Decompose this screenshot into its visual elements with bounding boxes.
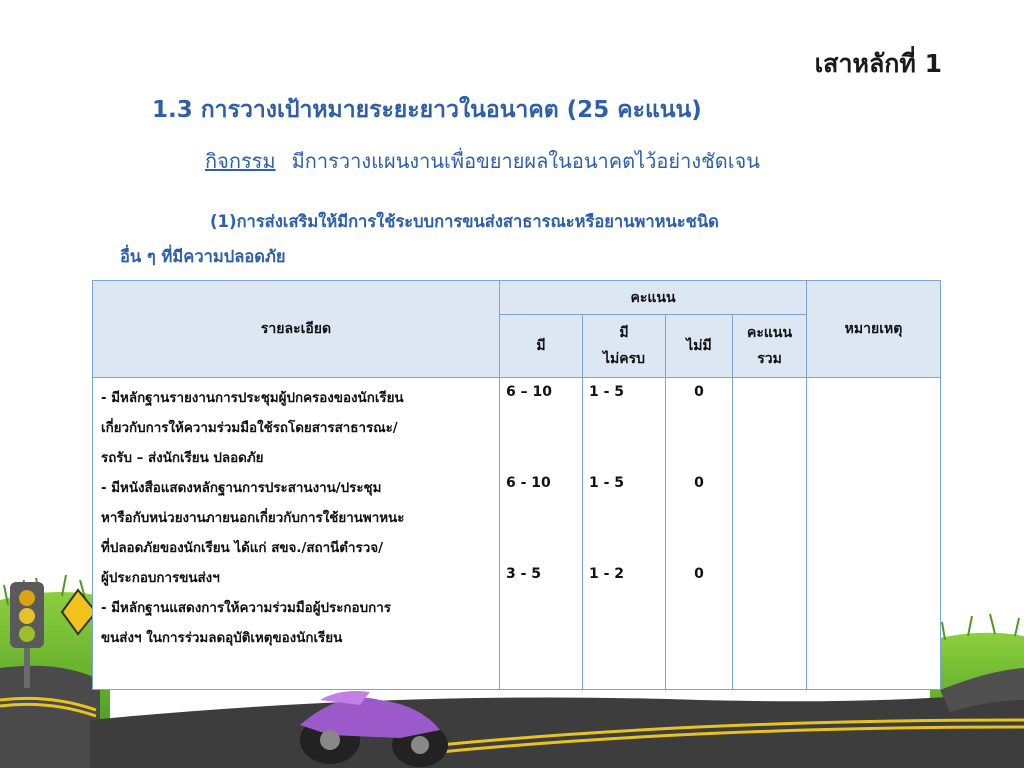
total-cell: [733, 378, 807, 690]
have-value: 6 - 10: [506, 475, 551, 491]
body-row: [93, 378, 941, 690]
header-detail: รายละเอียด: [93, 281, 500, 378]
remark-cell: [807, 378, 941, 690]
header-total-line1: คะแนน: [746, 325, 793, 342]
partial-cell: [583, 378, 666, 690]
pillar-title: เสาหลักที่ 1: [814, 49, 942, 78]
detail-line: - มีหลักฐานแสดงการให้ความร่วมมือผู้ประกอบการ: [101, 601, 391, 616]
header-partial-line2: ไม่ครบ: [602, 351, 646, 368]
header-total: [733, 315, 807, 378]
header-partial-line1: มี: [619, 325, 629, 342]
item-text-line-1: (1)การส่งเสริมให้มีการใช้ระบบการขนส่งสาธารณะหรือยานพาหนะชนิด: [210, 212, 719, 231]
section-heading: 1.3 การวางเป้าหมายระยะยาวในอนาคต (25 คะแนน): [152, 97, 702, 123]
none-cell: [666, 378, 733, 690]
partial-value: 1 - 5: [589, 384, 625, 400]
header-total-line2: รวม: [757, 351, 782, 368]
header-partial: [583, 315, 666, 378]
have-value: 6 – 10: [506, 384, 552, 400]
activity-line: [205, 145, 760, 177]
none-value: 0: [694, 475, 704, 491]
detail-line: หารือกับหน่วยงานภายนอกเกี่ยวกับการใช้ยานพาหนะ: [101, 511, 405, 526]
none-value: 0: [694, 384, 704, 400]
have-cell: [500, 378, 583, 690]
have-value: 3 - 5: [506, 566, 542, 582]
activity-label: กิจกรรม: [205, 149, 276, 173]
none-value: 0: [694, 566, 704, 582]
partial-value: 1 - 2: [589, 566, 625, 582]
detail-line: รถรับ – ส่งนักเรียน ปลอดภัย: [101, 451, 264, 466]
item-text-line-2: อื่น ๆ ที่มีความปลอดภัย: [120, 247, 286, 266]
detail-line: ขนส่งฯ ในการร่วมลดอุบัติเหตุของนักเรียน: [101, 631, 343, 646]
detail-cell: [93, 378, 500, 690]
header-remark: หมายเหตุ: [807, 281, 941, 378]
header-row-1: [93, 281, 941, 315]
detail-line: ผู้ประกอบการขนส่งฯ: [101, 571, 220, 586]
detail-line: ที่ปลอดภัยของนักเรียน ได้แก่ สขจ./สถานีตำรวจ/: [101, 541, 383, 556]
detail-line: เกี่ยวกับการให้ความร่วมมือใช้รถโดยสารสาธารณะ/: [101, 421, 398, 436]
partial-value: 1 - 5: [589, 475, 625, 491]
header-none: ไม่มี: [666, 315, 733, 378]
header-have: มี: [500, 315, 583, 378]
score-table: [92, 280, 941, 690]
activity-text: มีการวางแผนงานเพื่อขยายผลในอนาคตไว้อย่างชัดเจน: [291, 149, 760, 173]
header-score: คะแนน: [500, 281, 807, 315]
detail-line: - มีหลักฐานรายงานการประชุมผู้ปกครองของนักเรียน: [101, 391, 404, 406]
detail-line: - มีหนังสือแสดงหลักฐานการประสานงาน/ประชุม: [101, 481, 382, 496]
